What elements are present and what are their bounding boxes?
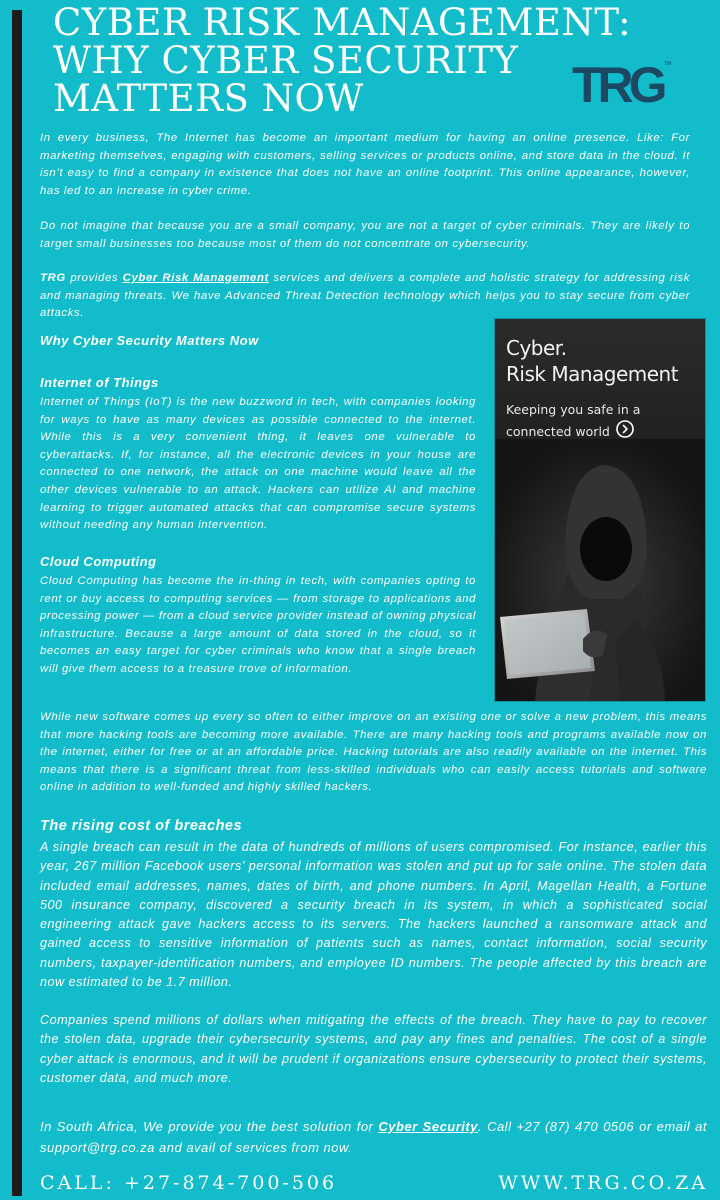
cyber-security-link[interactable]: Cyber Security xyxy=(378,1119,478,1134)
trg-logo xyxy=(572,58,676,108)
card-title-line-2: Risk Management xyxy=(506,362,679,386)
cyber-risk-card xyxy=(495,319,705,701)
card-subtitle-line-1: Keeping you safe in a xyxy=(506,402,641,417)
closing-text-b: . Call +27 (87) 470 0506 or email at support@trg.co.za and avail of services from now. xyxy=(40,1119,707,1155)
footer-phone[interactable]: CALL: +27-874-700-506 xyxy=(40,1172,338,1194)
arrow-circle-icon[interactable] xyxy=(616,420,634,438)
card-subtitle xyxy=(506,399,676,443)
card-title xyxy=(506,335,678,387)
closing-text-a: In South Africa, We provide you the best solution for xyxy=(40,1119,379,1134)
cyber-risk-management-link[interactable]: Cyber Risk Management xyxy=(122,272,269,284)
software-paragraph: While new software comes up every so often to either improve on an existing one or solve a new problem, this means that more hacking tools are becoming more available. There are many hacking tools and programs available now on the internet, either for free or at an affordable price. Hacking tutorials are also readily available on the internet. This means that there is a significant threat from less-skilled individuals who can easily access tutorials and software online in addition to well-funded and highly skilled hackers. xyxy=(40,711,707,794)
why-heading: Why Cyber Security Matters Now xyxy=(40,333,259,348)
left-accent-bar xyxy=(12,10,22,1196)
breaches-paragraph-1: A single breach can result in the data of hundreds of millions of users compromised. For instance, earlier this year, 267 million Facebook users’ personal information was stolen and put up for sale online. The stolen data included email addresses, names, dates of birth, and phone numbers. In April, Magellan Health, a Fortune 500 insurance company, discovered a security breach in its system, in which a sophisticated social engineering attack gave hackers access to its servers. The hackers launched a ransomware attack and gained access to sensitive information of patients such as names, contact information, social security numbers, taxpayer-identification numbers, and employee ID numbers. The people affected by this breach are now estimated to be 1.7 million. xyxy=(40,840,707,990)
logo-trademark: TM xyxy=(664,61,672,67)
intro-text-b: services and delivers a complete and holistic strategy for addressing risk and managing threats. We have Advanced Threat Detection technology which helps you to stay secure from cyber attacks. xyxy=(40,272,691,320)
cloud-heading: Cloud Computing xyxy=(40,554,157,569)
intro-paragraph-3 xyxy=(40,270,690,323)
breaches-heading: The rising cost of breaches xyxy=(40,818,243,834)
logo-text: TRG xyxy=(572,58,663,108)
intro-text-a: provides xyxy=(65,272,123,284)
card-subtitle-line-2: connected world xyxy=(506,424,610,439)
intro-paragraph-1: In every business, The Internet has become an important medium for having an online presence. Like: For marketing themselves, engaging with customers, selling services or products online, and store data in the cloud. It isn’t easy to find a company in existence that does not have an online footprint. This online appearance, however, has led to an increase in cyber crime. xyxy=(40,132,690,197)
title-line-1: CYBER RISK MANAGEMENT: xyxy=(53,1,632,44)
brand-name: TRG xyxy=(40,272,66,284)
breaches-paragraph-2: Companies spend millions of dollars when mitigating the effects of the breach. They have to pay to recover the stolen data, upgrade their cybersecurity systems, and pay any fines and penalties. The cost of a single cyber attack is enormous, and it will be prudent if organizations ensure cybersecurity to protect their systems, customer data, and much more. xyxy=(40,1013,707,1085)
closing-paragraph xyxy=(40,1116,707,1158)
footer-website[interactable]: WWW.TRG.CO.ZA xyxy=(498,1172,708,1194)
iot-heading: Internet of Things xyxy=(40,375,159,390)
card-title-line-1: Cyber. xyxy=(506,336,567,360)
cloud-paragraph: Cloud Computing has become the in-thing in tech, with companies opting to rent or buy access to computing services — from storage to applications and processing power — from a cloud service provider instead of owning physical infrastructure. Because a large amount of data stored in the cloud, so it becomes an easy target for cyber criminals who know that a single breach will give them access to a treasure trove of information. xyxy=(40,575,476,675)
hooded-hacker-image xyxy=(495,439,705,701)
iot-paragraph: Internet of Things (IoT) is the new buzzword in tech, with companies looking for ways to have as many devices as possible connected to the internet. While this is a very convenient thing, it leaves one vulnerable to cyberattacks. If, for instance, all the electronic devices in your house are connected to one network, the attack on one machine would leave all the other devices vulnerable to an attack. Hackers can utilize AI and machine learning to trigger automated attacks that can compromise secure systems without needing any human intervention. xyxy=(40,396,476,532)
title-line-2: WHY CYBER SECURITY xyxy=(53,39,519,82)
intro-paragraph-2: Do not imagine that because you are a small company, you are not a target of cyber criminals. They are likely to target small businesses too because most of them do not concentrate on cybersecurity. xyxy=(40,220,690,250)
title-line-3: MATTERS NOW xyxy=(53,77,364,120)
